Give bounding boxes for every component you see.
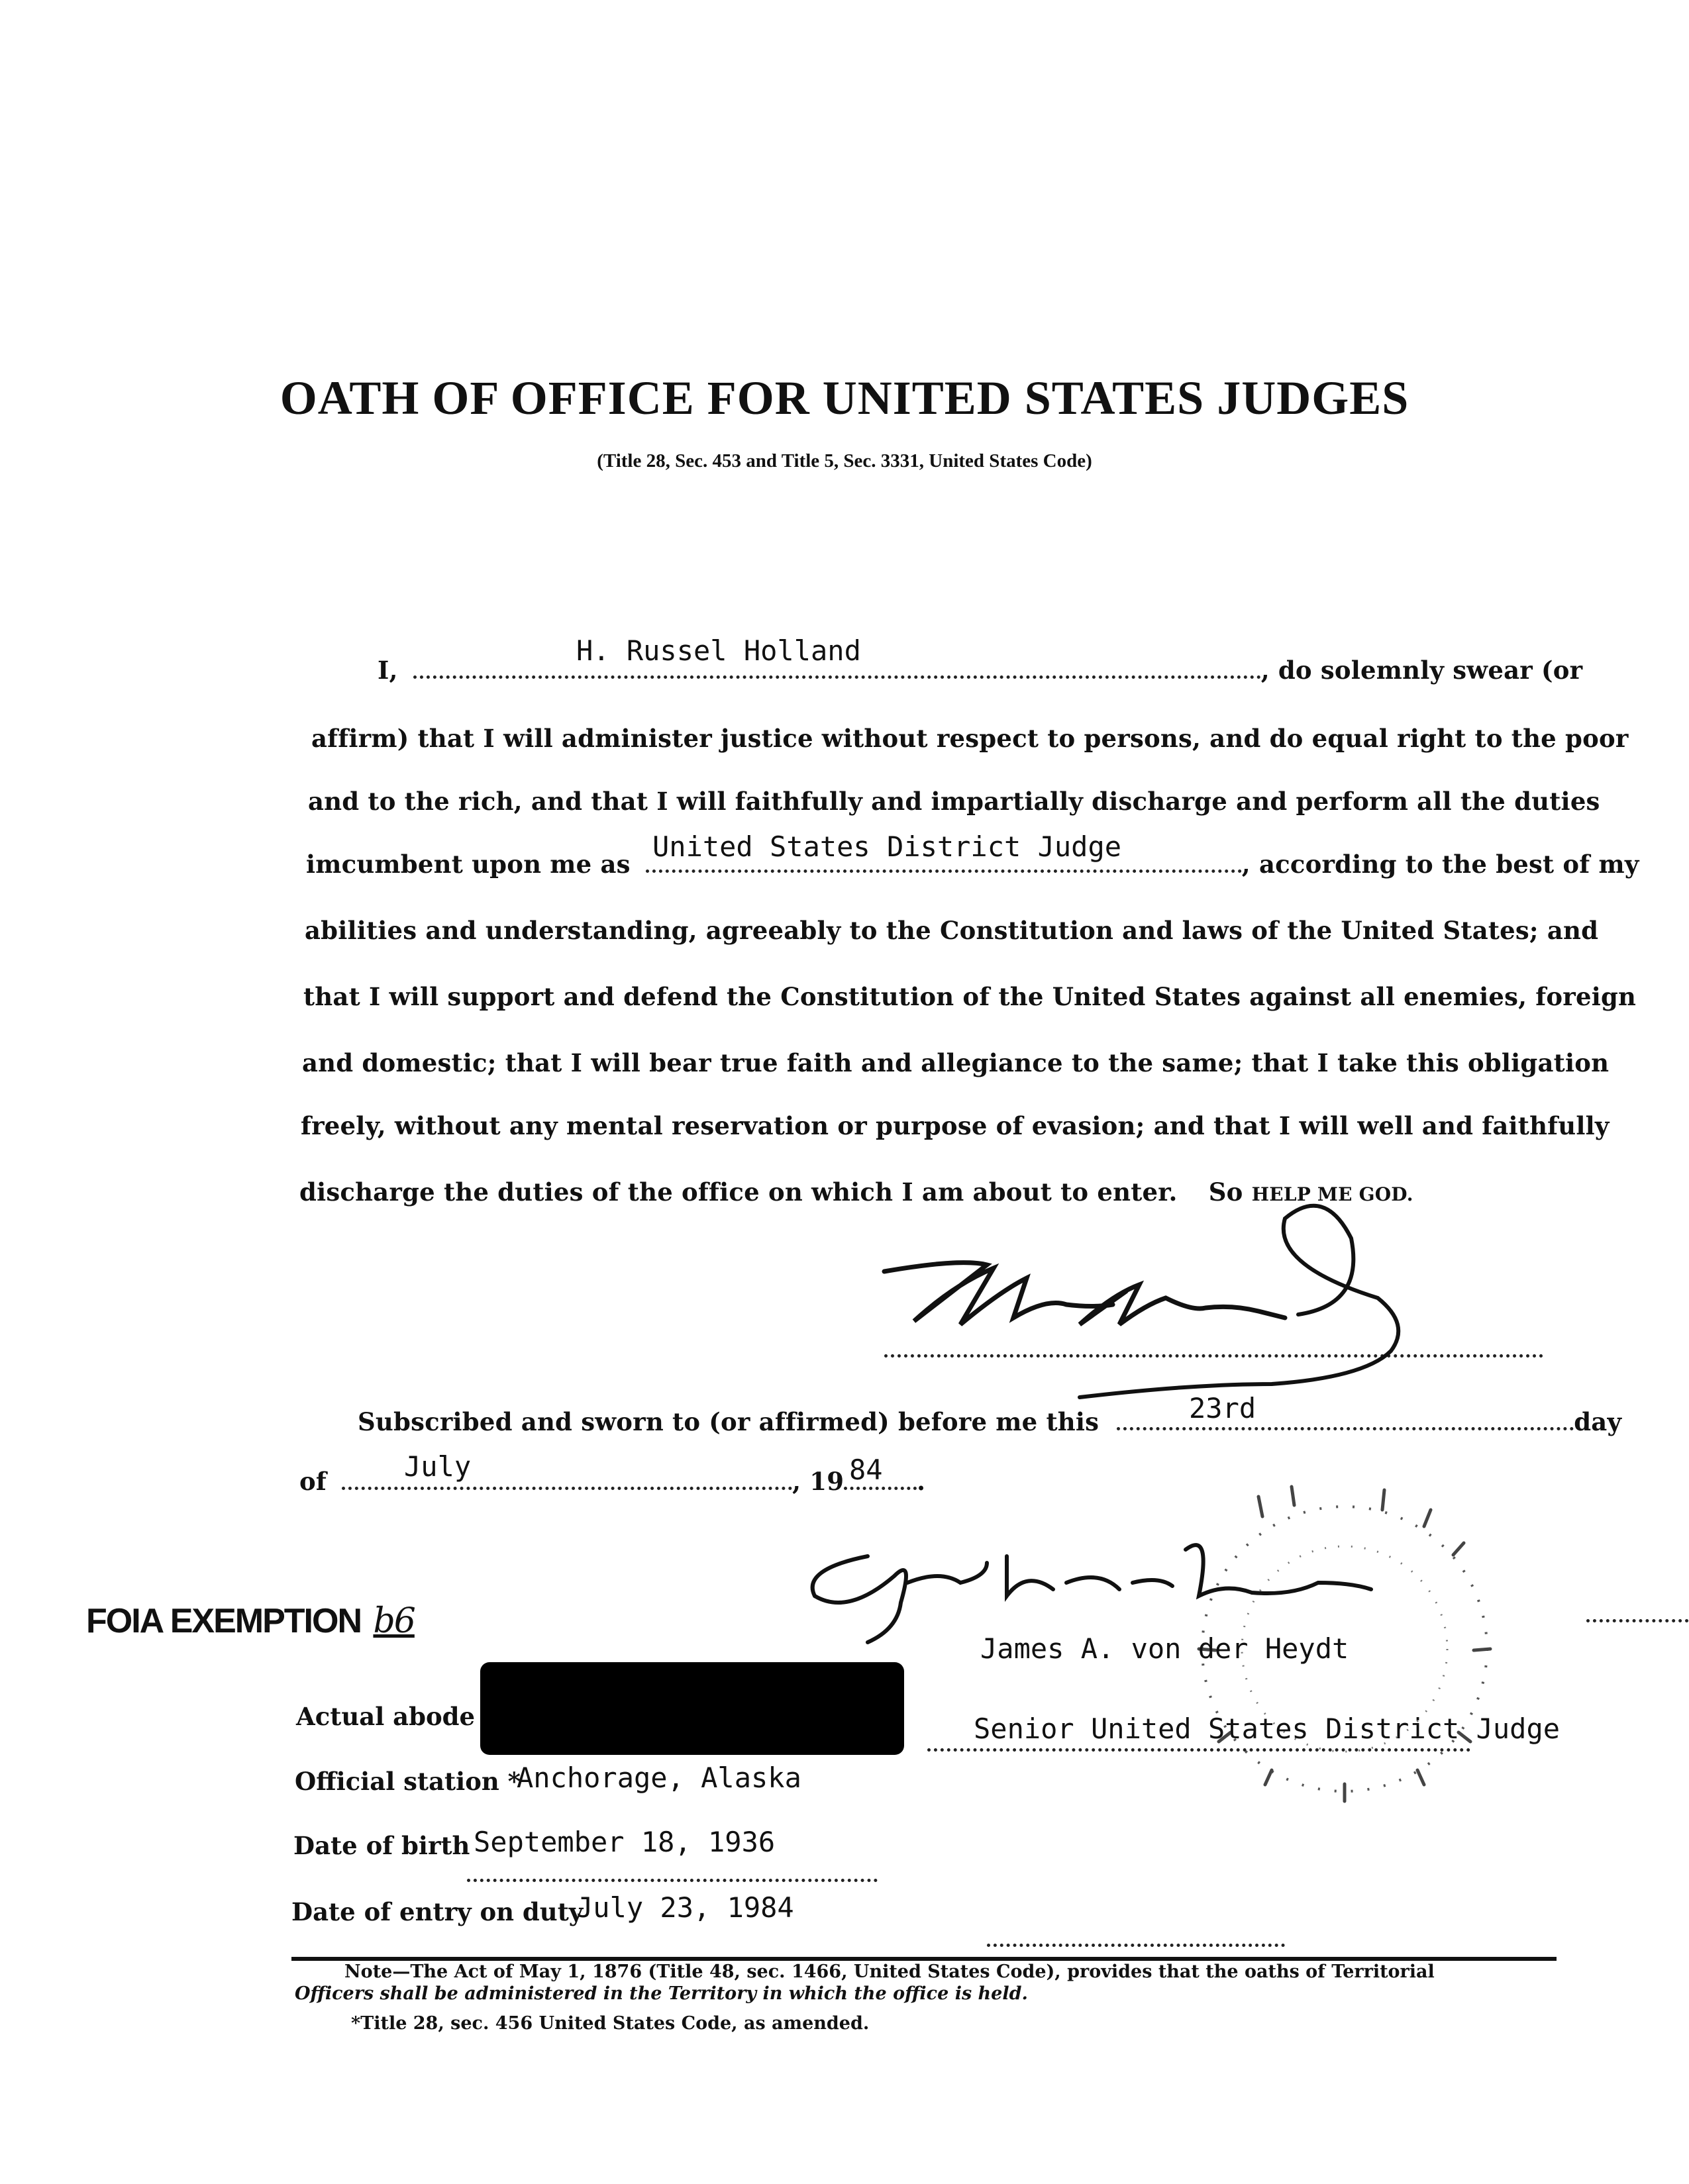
foia-code-handwritten: b6 — [373, 1601, 415, 1641]
actual-abode-label: Actual abode — [296, 1702, 476, 1731]
oath-line9-text: discharge the duties of the office on which I am about to enter. — [299, 1177, 1178, 1207]
year-prefix: , 19 — [792, 1467, 844, 1496]
oath-line-7: and domestic; that I will bear true faith and allegiance to the same; that I take this obligation — [302, 1048, 1610, 1077]
date-of-entry-label: Date of entry on duty — [291, 1897, 584, 1926]
official-station-marker: * — [507, 1767, 521, 1796]
closing-help: HELP ME GOD. — [1251, 1183, 1413, 1205]
oath-line-5: abilities and understanding, agreeably to the Constitution and laws of the United States; and — [305, 916, 1599, 945]
judge-signature — [861, 1185, 1391, 1384]
month-value: July — [404, 1450, 472, 1483]
year-field-dots — [844, 1487, 917, 1490]
oath-line-2: affirm) that I will administer justice without respect to persons, and do equal right to the poor — [311, 724, 1629, 753]
officer-name: James A. von der Heydt — [980, 1632, 1349, 1665]
oath-line-3: and to the rich, and that I will faithfully and impartially discharge and perform all the duties — [308, 787, 1600, 816]
official-station-value: Anchorage, Alaska — [517, 1762, 801, 1794]
month-field-dots — [342, 1487, 792, 1490]
official-station-label-text: Official station — [295, 1767, 499, 1796]
document-subtitle: (Title 28, Sec. 453 and Title 5, Sec. 3331, United States Code) — [597, 450, 1092, 472]
officer-signature-line — [1586, 1619, 1689, 1622]
year-value: 84 — [849, 1454, 883, 1486]
foia-label-text: FOIA EXEMPTION — [86, 1602, 361, 1640]
date-of-entry-value: July 23, 1984 — [576, 1891, 794, 1924]
footnote-line-3: *Title 28, sec. 456 United States Code, as amended. — [351, 2013, 870, 2034]
document-title: OATH OF OFFICE FOR UNITED STATES JUDGES — [280, 372, 1409, 424]
date-of-birth-dots — [467, 1879, 878, 1882]
judge-position-value: United States District Judge — [652, 830, 1122, 863]
oath-line1-suffix: , do solemnly swear (or — [1260, 656, 1583, 685]
subscribed-line — [358, 1407, 1622, 1436]
redaction-box — [480, 1662, 904, 1755]
date-of-birth-value: September 18, 1936 — [474, 1826, 776, 1858]
subscribed-prefix: Subscribed and sworn to (or affirmed) before me this — [358, 1407, 1100, 1436]
position-field-dots — [646, 869, 1242, 873]
oath-line4-prefix: imcumbent upon me as — [306, 850, 631, 879]
name-field-dots — [413, 675, 1261, 679]
of-label: of — [299, 1467, 327, 1496]
day-value: 23rd — [1189, 1392, 1256, 1424]
officer-title-dots — [927, 1748, 1470, 1752]
date-of-birth-label: Date of birth — [293, 1831, 470, 1860]
day-suffix: day — [1574, 1407, 1622, 1436]
footnote-line-1: Note—The Act of May 1, 1876 (Title 48, sec. 1466, United States Code), provides that the oaths of Territorial — [344, 1961, 1435, 1982]
oath-line-1 — [378, 656, 1583, 685]
oath-line4-suffix: , according to the best of my — [1241, 850, 1639, 879]
administering-officer-signature — [788, 1530, 1384, 1622]
year-suffix: . — [917, 1467, 926, 1496]
judge-name-value: H. Russel Holland — [576, 634, 861, 667]
footnote-line-2: Officers shall be administered in the Territory in which the office is held. — [295, 1983, 1028, 2004]
officer-title: Senior United States District Judge — [974, 1712, 1561, 1745]
day-field-dots — [1117, 1427, 1574, 1430]
oath-line1-prefix: I, — [378, 656, 398, 685]
closing-so: So — [1208, 1177, 1243, 1207]
footnote-rule — [291, 1957, 1557, 1961]
official-station-label — [295, 1767, 521, 1796]
date-of-entry-dots — [987, 1944, 1285, 1947]
foia-exemption-label — [86, 1601, 415, 1641]
oath-line-6: that I will support and defend the Constitution of the United States against all enemies, foreign — [303, 982, 1637, 1011]
oath-line-8: freely, without any mental reservation or purpose of evasion; and that I will well and faithfully — [301, 1111, 1610, 1140]
